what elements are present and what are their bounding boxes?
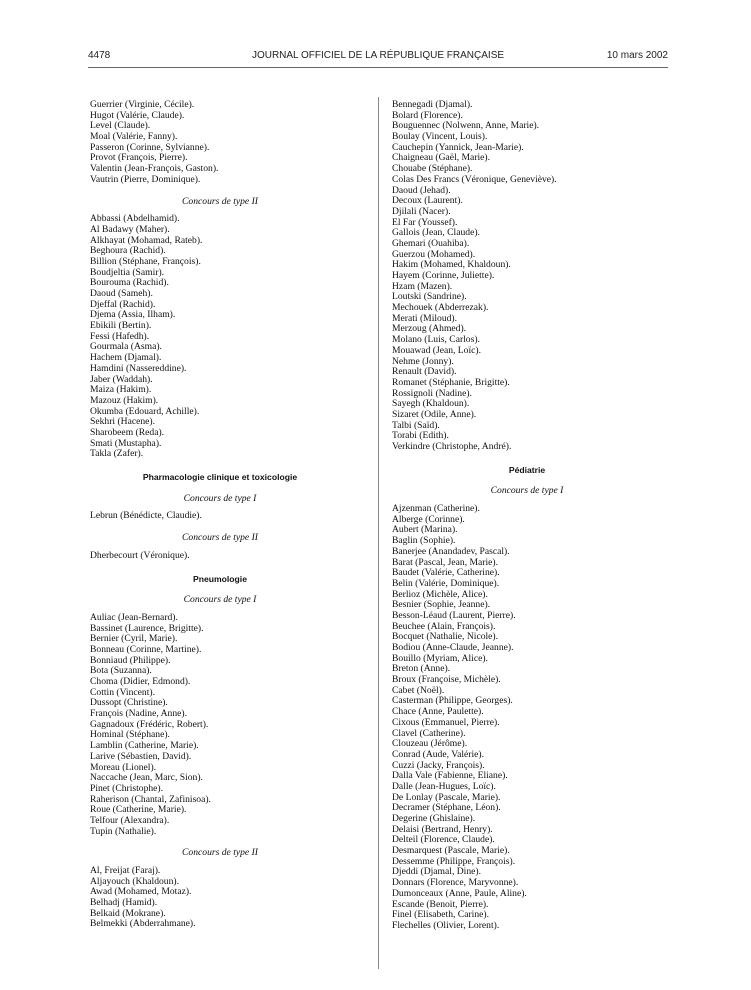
list-item: Valentin (Jean-François, Gaston). xyxy=(90,163,219,175)
list-item: Casterman (Philippe, Georges). xyxy=(392,695,513,707)
list-item: Hakim (Mohamed, Khaldoun). xyxy=(392,259,511,271)
list-item: Pinet (Christophe). xyxy=(90,782,164,794)
name-list xyxy=(90,866,350,930)
list-item: Dessemme (Philippe, François). xyxy=(392,855,516,867)
list-item: Hachem (Djamal). xyxy=(90,352,162,364)
concours-subheading: Concours de type I xyxy=(183,594,257,606)
list-item: Hzam (Mazen). xyxy=(392,280,453,292)
list-item: Degerine (Ghislaine). xyxy=(392,813,476,825)
list-item: Renault (David). xyxy=(392,366,457,378)
list-item: Decoux (Laurent). xyxy=(392,195,463,207)
list-item: Merzoug (Ahmed). xyxy=(392,323,467,335)
list-item: Sizaret (Odile, Anne). xyxy=(392,408,477,420)
list-item: Sekhri (Hacene). xyxy=(90,416,155,428)
list-item: Djeffal (Rachid). xyxy=(90,298,156,310)
list-item: Bourouma (Rachid). xyxy=(90,277,169,289)
list-item: Talbi (Saïd). xyxy=(392,419,440,431)
concours-subheading: Concours de type II xyxy=(182,847,258,859)
list-item: Maiza (Hakim). xyxy=(90,384,152,396)
list-item: Hugot (Valérie, Claude). xyxy=(90,109,185,121)
section-heading: Pharmacologie clinique et toxicologie xyxy=(142,472,298,483)
list-item: Merati (Miloud). xyxy=(392,312,458,324)
right-column xyxy=(392,100,662,932)
list-item: Choma (Didier, Edmond). xyxy=(90,676,191,688)
list-item: Rossignoli (Nadine). xyxy=(392,387,472,399)
list-item: De Lonlay (Pascale, Marie). xyxy=(392,791,501,803)
list-item: Ghemari (Ouahiba). xyxy=(392,237,470,249)
list-item: Sayegh (Khaldoun). xyxy=(392,398,470,410)
list-item: Lebrun (Bénédicte, Claudie). xyxy=(90,510,202,522)
name-list xyxy=(90,613,350,837)
name-list xyxy=(90,100,350,186)
list-item: Donnars (Florence, Maryvonne). xyxy=(392,877,519,889)
list-item: Billion (Stéphane, François). xyxy=(90,255,201,267)
list-item: Passeron (Corinne, Sylvianne). xyxy=(90,141,210,153)
list-item: Finel (Elisabeth, Carine). xyxy=(392,909,489,921)
list-item: Dussopt (Christine). xyxy=(90,697,168,709)
list-item: Auliac (Jean-Bernard). xyxy=(90,611,178,623)
list-item: Loutski (Sandrine). xyxy=(392,291,467,303)
publication-date: 10 mars 2002 xyxy=(606,50,668,61)
list-item: Cuzzi (Jacky, François). xyxy=(392,759,485,771)
list-item: Hamdini (Nassereddine). xyxy=(90,362,187,374)
list-item: Boudjeltia (Samir). xyxy=(90,266,165,278)
name-list xyxy=(90,551,350,562)
list-item: Bassinet (Laurence, Brigitte). xyxy=(90,622,204,634)
list-item: Bonneau (Corinne, Martine). xyxy=(90,643,202,655)
list-item: Besnier (Sophie, Jeanne). xyxy=(392,599,491,611)
list-item: Molano (Luis, Carlos). xyxy=(392,334,480,346)
list-item: Bolard (Florence). xyxy=(392,109,463,121)
list-item: Tupin (Nathalie). xyxy=(90,825,157,837)
list-item: Alkhayat (Mohamad, Rateb). xyxy=(90,234,203,246)
list-item: Barat (Pascal, Jean, Marie). xyxy=(392,556,499,568)
list-item: Daoud (Sameh). xyxy=(90,288,153,300)
list-item: Roue (Catherine, Marie). xyxy=(90,804,187,816)
list-item: Cauchepin (Yannick, Jean-Marie). xyxy=(392,141,524,153)
list-item: Bouillo (Myriam, Alice). xyxy=(392,652,488,664)
name-list xyxy=(392,504,662,932)
list-item: Hominal (Stéphane). xyxy=(90,729,170,741)
list-item: Besson-Léaud (Laurent, Pierre). xyxy=(392,609,516,621)
section-heading: Pneumologie xyxy=(193,573,247,584)
list-item: Conrad (Aude, Valérie). xyxy=(392,748,484,760)
list-item: Escande (Benoit, Pierre). xyxy=(392,898,489,910)
list-item: Breton (Anne). xyxy=(392,663,451,675)
left-column xyxy=(90,100,350,930)
list-item: Dalla Vale (Fabienne, Eliane). xyxy=(392,770,508,782)
list-item: Verkindre (Christophe, André). xyxy=(392,441,512,452)
list-item: Lamblin (Catherine, Marie). xyxy=(90,740,199,752)
list-item: Guerrier (Virginie, Cécile). xyxy=(90,99,195,110)
list-item: Cixous (Emmanuel, Pierre). xyxy=(392,716,500,728)
list-item: Chace (Anne, Paulette). xyxy=(392,706,484,718)
list-item: Guerzou (Mohamed). xyxy=(392,248,476,260)
list-item: Level (Claude). xyxy=(90,120,151,132)
list-item: Moreau (Lionel). xyxy=(90,761,157,773)
list-item: Baglin (Sophie). xyxy=(392,535,456,547)
list-item: Chaigneau (Gaël, Marie). xyxy=(392,152,491,164)
concours-subheading: Concours de type I xyxy=(490,485,564,497)
list-item: Dalle (Jean-Hugues, Loïc). xyxy=(392,780,496,792)
column-separator xyxy=(378,97,379,969)
name-list xyxy=(392,100,662,453)
list-item: Belmekki (Abderrahmane). xyxy=(90,918,196,930)
list-item: Cottin (Vincent). xyxy=(90,686,155,698)
list-item: Jaber (Waddah). xyxy=(90,373,153,385)
list-item: Provot (François, Pierre). xyxy=(90,152,188,164)
list-item: Mazouz (Hakim). xyxy=(90,394,159,406)
list-item: Broux (Françoise, Michèle). xyxy=(392,674,501,686)
list-item: Torabi (Edith). xyxy=(392,430,449,442)
list-item: Flechelles (Olivier, Lorent). xyxy=(392,919,500,931)
list-item: Okumba (Edouard, Achille). xyxy=(90,405,200,417)
list-item: Bernier (Cyril, Marie). xyxy=(90,633,178,645)
list-item: Romanet (Stéphanie, Brigitte). xyxy=(392,376,510,388)
list-item: Gourmala (Asma). xyxy=(90,341,162,353)
list-item: Telfour (Alexandra). xyxy=(90,814,170,826)
list-item: François (Nadine, Anne). xyxy=(90,708,187,720)
list-item: El Far (Youssef). xyxy=(392,216,458,228)
list-item: Chouabe (Stéphane). xyxy=(392,163,473,175)
list-item: Moal (Valérie, Fanny). xyxy=(90,131,178,143)
list-item: Delaisi (Bertrand, Henry). xyxy=(392,823,493,835)
list-item: Beuchee (Alain, François). xyxy=(392,620,496,632)
list-item: Al Badawy (Maher). xyxy=(90,223,170,235)
list-item: Delteil (Florence, Claude). xyxy=(392,834,495,846)
list-item: Belhadj (Hamid). xyxy=(90,897,158,909)
name-list xyxy=(90,511,350,522)
list-item: Mouawad (Jean, Loïc). xyxy=(392,344,481,356)
list-item: Al, Freijat (Faraj). xyxy=(90,865,161,877)
list-item: Smati (Mustapha). xyxy=(90,437,162,449)
list-item: Belkaid (Mokrane). xyxy=(90,907,166,919)
section-heading: Pédiatrie xyxy=(508,464,546,475)
header-rule xyxy=(88,67,668,68)
list-item: Dherbecourt (Véronique). xyxy=(90,549,190,561)
list-item: Sharobeem (Reda). xyxy=(90,426,165,438)
list-item: Gagnadoux (Frédéric, Robert). xyxy=(90,718,209,730)
list-item: Bonniaud (Philippe). xyxy=(90,654,171,666)
list-item: Ajzenman (Catherine). xyxy=(392,503,480,515)
list-item: Hayem (Corinne, Juliette). xyxy=(392,270,495,281)
list-item: Aubert (Marina). xyxy=(392,524,458,536)
list-item: Cabet (Noël). xyxy=(392,684,445,696)
list-item: Bocquet (Nathalie, Nicole). xyxy=(392,631,499,643)
page-header xyxy=(88,50,668,64)
list-item: Berlioz (Michèle, Alice). xyxy=(392,588,488,600)
list-item: Djeddi (Djamal, Dine). xyxy=(392,866,481,878)
concours-subheading: Concours de type I xyxy=(183,492,257,504)
list-item: Decramer (Stéphane, Léon). xyxy=(392,802,501,814)
list-item: Ebikili (Bertin). xyxy=(90,320,152,332)
list-item: Beghoura (Rachid). xyxy=(90,245,166,257)
list-item: Dumonceaux (Anne, Paule, Aline). xyxy=(392,887,527,899)
list-item: Bota (Suzanna). xyxy=(90,665,152,677)
list-item: Daoud (Jehad). xyxy=(392,184,451,196)
concours-subheading: Concours de type II xyxy=(182,195,258,207)
name-list xyxy=(90,214,350,460)
list-item: Clavel (Catherine). xyxy=(392,727,466,739)
list-item: Nehme (Jonny). xyxy=(392,355,454,367)
list-item: Awad (Mohamed, Motaz). xyxy=(90,886,192,898)
list-item: Colas Des Francs (Véronique, Geneviève). xyxy=(392,173,557,185)
list-item: Fessi (Hafedh). xyxy=(90,330,150,342)
list-item: Alberge (Corinne). xyxy=(392,513,465,525)
list-item: Bennegadi (Djamal). xyxy=(392,99,473,110)
list-item: Vautrin (Pierre, Dominique). xyxy=(90,173,201,185)
list-item: Aljayouch (Khaldoun). xyxy=(90,875,179,887)
list-item: Boulay (Vincent, Louis). xyxy=(392,131,488,143)
list-item: Takla (Zafer). xyxy=(90,448,144,460)
list-item: Abbassi (Abdelhamid). xyxy=(90,213,180,225)
list-item: Djilali (Nacer). xyxy=(392,205,451,217)
list-item: Naccache (Jean, Marc, Sion). xyxy=(90,772,203,784)
journal-title: JOURNAL OFFICIEL DE LA RÉPUBLIQUE FRANÇAISE xyxy=(251,50,505,61)
list-item: Baudet (Valérie, Catherine). xyxy=(392,567,500,579)
list-item: Banerjee (Anandadev, Pascal). xyxy=(392,545,510,557)
list-item: Bodiou (Anne-Claude, Jeanne). xyxy=(392,642,514,654)
list-item: Raherison (Chantal, Zafinisoa). xyxy=(90,793,211,805)
concours-subheading: Concours de type II xyxy=(182,532,258,544)
list-item: Desmarquest (Pascale, Marie). xyxy=(392,845,510,857)
list-item: Belin (Valérie, Dominique). xyxy=(392,577,500,589)
list-item: Clouzeau (Jérôme). xyxy=(392,738,468,750)
list-item: Djema (Assia, Ilham). xyxy=(90,309,176,321)
list-item: Larive (Sébastien, David). xyxy=(90,750,192,762)
list-item: Gallois (Jean, Claude). xyxy=(392,227,480,239)
list-item: Mechouek (Abderrezak). xyxy=(392,302,489,314)
page-number: 4478 xyxy=(88,50,111,61)
list-item: Bouguennec (Nolwenn, Anne, Marie). xyxy=(392,120,540,132)
